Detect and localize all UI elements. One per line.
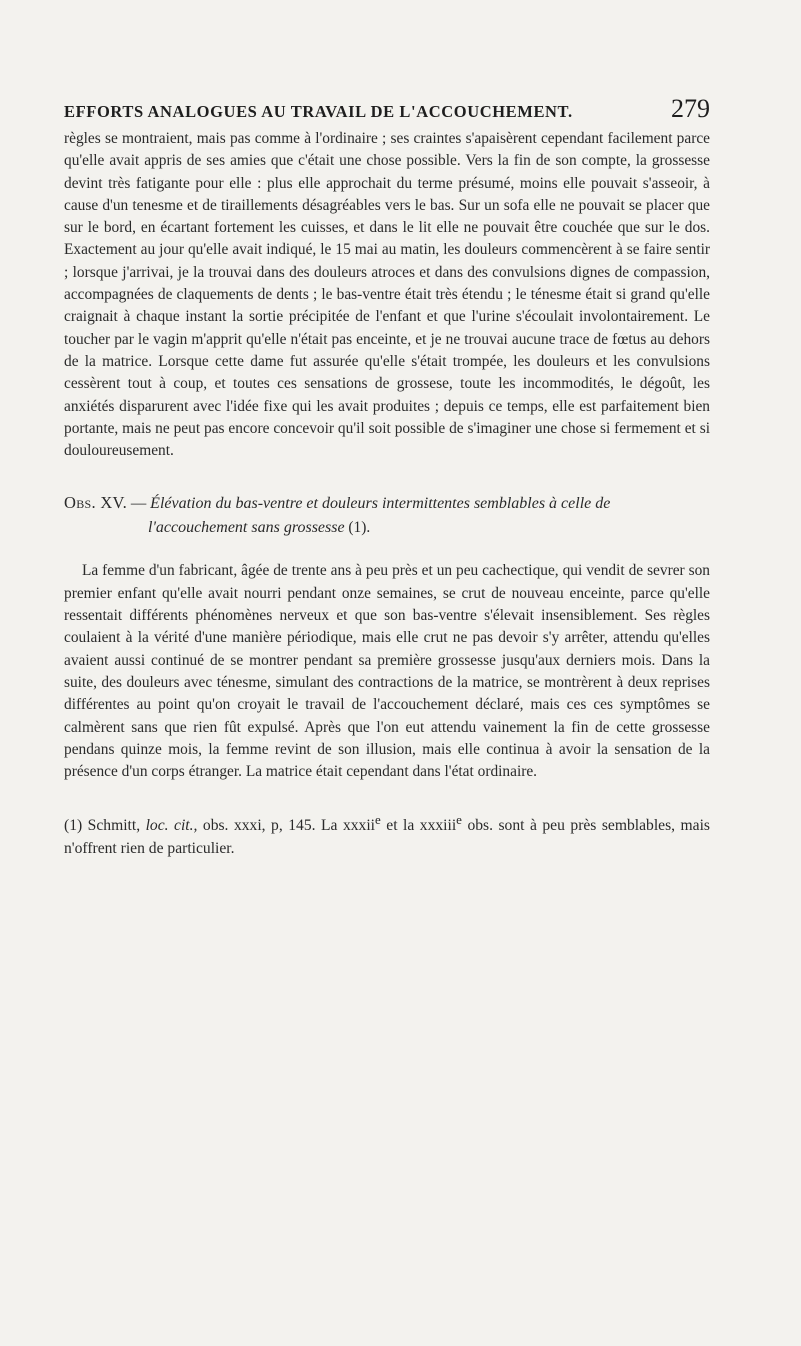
observation-number: Obs. XV. xyxy=(64,493,128,513)
running-title: EFFORTS ANALOGUES AU TRAVAIL DE L'ACCOUCHEMENT. xyxy=(64,102,573,121)
observation-footnote-ref: (1). xyxy=(344,519,371,537)
footnote-reference: obs. xxxi, p, 145. La xxxii xyxy=(197,817,376,835)
footnote-author: (1) Schmitt, xyxy=(64,817,146,835)
page-number: 279 xyxy=(671,94,710,123)
footnote-remark: obs. sont à peu près semblables, mais n'offrent rien de particulier. xyxy=(64,817,710,857)
footnote-superscript: e xyxy=(375,812,381,828)
page-header xyxy=(64,94,710,124)
observation-title: Élévation du bas-ventre et douleurs intermittentes semblables à celle de l'accouchement sans grossesse xyxy=(148,495,611,537)
footnote-superscript-2: e xyxy=(456,812,462,828)
observation-dash: — xyxy=(127,495,151,513)
footnote xyxy=(64,809,710,859)
observation-heading xyxy=(64,491,710,540)
footnote-loc-cit: loc. cit., xyxy=(145,817,198,835)
footnote-reference-2: et la xxxiii xyxy=(380,817,457,835)
continuation-paragraph: règles se montraient, mais pas comme à l'ordinaire ; ses craintes s'apaisèrent cependant facilement parce qu'elle avait appris de ses amies que c'était une chose possible. Vers la fin de son compte, la grossesse devint très fatigante pour elle : plus elle approchait du terme présumé, moins elle pouvait s'asseoir, à cause d'un tenesme et de tiraillements désagréables vers le bas. Sur un sofa elle ne pouvait se placer que sur le bord, en écartant fortement les cuisses, et dans le lit elle ne pouvait être couchée que sur le dos. Exactement au jour qu'elle avait indiqué, le 15 mai au matin, les douleurs commencèrent à se faire sentir ; lorsque j'arrivai, je la trouvai dans des douleurs atroces et dans des convulsions dignes de compassion, accompagnées de claquements de dents ; le bas-ventre était très étendu ; le ténesme était si grand qu'elle craignait à chaque instant la sortie précipitée de l'enfant et que l'urine s'écoulait involontairement. Le toucher par le vagin m'apprit qu'elle n'était pas enceinte, et je ne trouvai aucune trace de fœtus au dehors de la matrice. Lorsque cette dame fut assurée qu'elle s'était trompée, les douleurs et les convulsions cessèrent tout à coup, et toutes ces sensations de grossese, toute les incommodités, le dégoût, les anxiétés disparurent avec l'idée fixe qui les avait produites ; depuis ce temps, elle est parfaitement bien portante, mais ne peut pas encore concevoir qu'il soit possible de s'imaginer une chose si fermement et si douloureusement. xyxy=(64,130,710,460)
case-paragraph: La femme d'un fabricant, âgée de trente ans à peu près et un peu cachectique, qui vendit de sevrer son premier enfant qu'elle avait nourri pendant onze semaines, se crut de nouveau enceinte, parce qu'elle ressentait différents phénomènes nerveux et que son bas-ventre s'élevait insensiblement. Ses règles coulaient à la vérité d'une manière périodique, mais elle crut ne pas devoir s'y arrêter, attendu qu'elles avaient aussi continué de se montrer pendant sa première grossesse jusqu'aux derniers mois. Dans la suite, des douleurs avec ténesme, simulant des contractions de la matrice, se montrèrent à deux reprises différentes au point qu'on croyait le travail de l'accouchement déclaré, mais ces ces symptômes se calmèrent sans que rien fût expulsé. Après que l'on eut attendu vainement la fin de cette grossesse pendans quinze mois, la femme revint de son illusion, mais elle continua à avoir la sensation de la présence d'un corps étranger. La matrice était cependant dans l'état ordinaire. xyxy=(64,562,710,781)
page-body xyxy=(64,128,710,860)
